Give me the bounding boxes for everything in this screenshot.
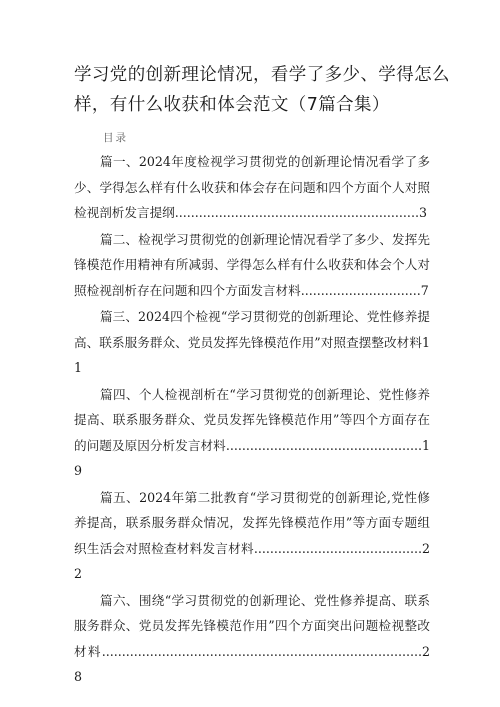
toc-entry-text: 篇四、个人检视剖析在“学习贯彻党的创新理论、党性修养提高、联系服务群众、党员发挥先锋模范作用”等四个方面存在的问题及原因分析发言材料 — [74, 386, 430, 453]
toc-entry-3[interactable] — [74, 304, 430, 381]
toc-entry-4[interactable] — [74, 382, 430, 484]
toc-page-number: 22 — [74, 540, 430, 581]
toc-page-number: 19 — [74, 437, 430, 478]
toc-entry-text: 篇三、2024四个检视“学习贯彻党的创新理论、党性修养提高、联系服务群众、党员发挥先锋模范作用”对照查摆整改材料 — [74, 309, 430, 350]
toc-entry-5[interactable] — [74, 485, 430, 587]
toc-entry-text: 篇六、围绕“学习贯彻党的创新理论、党性修养提高、联系服务群众、党员发挥先锋模范作用”四个方面突出问题检视整改材料 — [74, 592, 430, 659]
toc-leader-dots: .............................. — [300, 282, 421, 298]
toc-entry-6[interactable] — [74, 588, 430, 690]
toc-page-number: 28 — [74, 643, 430, 684]
toc-entry-1[interactable] — [74, 149, 430, 226]
toc-leader-dots: ............................................................. — [174, 205, 419, 220]
toc-leader-dots: ................................................. — [225, 437, 422, 453]
toc-entry-2[interactable] — [74, 227, 430, 304]
toc-entry-text: 篇二、检视学习贯彻党的创新理论情况看学了多少、发挥先锋模范作用精神有所减弱、学得怎么样有什么收获和体会个人对照检视剖析存在问题和四个方面发言材料 — [74, 231, 430, 298]
toc-leader-dots: ................................................................................ — [101, 643, 422, 659]
toc-entry-text: 篇五、2024年第二批教育“学习贯彻党的创新理论,党性修养提高，联系服务群众情况，发挥先锋模范作用”等方面专题组织生活会对照检查材料发言材料 — [74, 489, 430, 556]
document-title: 学习党的创新理论情况，看学了多少、学得怎么样，有什么收获和体会范文（7篇合集） — [74, 65, 450, 115]
toc-leader-dots: .......................................... — [253, 540, 422, 556]
toc-entry-text: 篇一、2024年度检视学习贯彻党的创新理论情况看学了多少、学得怎么样有什么收获和体会存在问题和四个方面个人对照检视剖析发言提纲 — [74, 154, 430, 220]
toc-page-number: 7 — [420, 282, 429, 298]
toc-heading: 目录 — [103, 132, 128, 144]
toc-page-number: 11 — [74, 334, 430, 375]
table-of-contents — [74, 149, 430, 691]
toc-page-number: 3 — [418, 205, 427, 220]
